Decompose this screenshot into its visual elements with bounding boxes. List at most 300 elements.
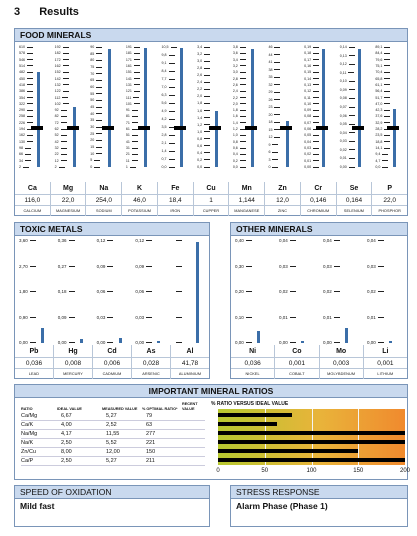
chart-gridline [312,409,313,465]
scale-tick [240,59,246,60]
ratio-table-header [21,399,205,412]
scale-label: 162 [55,64,69,68]
scale-label: 0,30 [235,265,252,269]
scale-label: 0 [90,165,100,169]
gauge-bar [301,341,304,343]
scale-tick [27,141,33,142]
scale-label: 2,8 [162,133,175,137]
scale-tick [240,110,246,111]
scale-tick [274,54,280,55]
measured-value: 2,52 [102,421,142,430]
ratio-name: Ca/P [21,457,57,466]
scale-label: 0,02 [323,290,340,294]
optimal-percent: 221 [142,439,182,448]
ratio-bar-ca-p [218,458,405,462]
scale-label: 70,4 [375,70,390,74]
scale-tick [107,240,113,241]
scale-tick [313,116,319,117]
scale-label: 450 [19,77,33,81]
scale-tick [240,141,246,142]
scale-tick [96,67,102,68]
section-number: 3 [14,6,21,18]
scale-label: 2,4 [197,80,210,84]
page-title [14,6,79,18]
scale-label: 47,0 [375,102,390,106]
scale-label: 0,27 [58,265,75,269]
scale-tick [134,72,140,73]
mineral-value: 12,0 [265,194,301,205]
scale-tick [107,342,113,343]
scale-tick [204,124,210,125]
scale-tick [290,240,296,241]
scale-label: 21 [126,152,138,156]
scale-tick [240,148,246,149]
scale-label: 4,2 [162,117,175,121]
scale-label: 29 [268,90,280,94]
scale-tick [384,91,390,92]
scale-tick [169,167,175,168]
scale-label: 0,08 [340,96,355,100]
scale-label: 2,4 [233,89,246,93]
scale-label: 0,0 [197,165,210,169]
scale-tick [384,53,390,54]
scale-tick [349,141,355,142]
scale-tick [27,91,33,92]
gauge-marker [280,126,292,130]
scale-label: 85 [90,52,102,56]
scale-tick [134,59,140,60]
scale-tick [30,317,36,318]
scale-tick [240,65,246,66]
scale-tick [96,87,102,88]
gauge-mo [323,237,361,347]
scale-label: 9 [268,143,278,147]
scale-tick [169,119,175,120]
scale-tick [334,266,340,267]
scale-tick [274,114,280,115]
scale-label: 2,0 [197,94,210,98]
scale-label: 192 [55,45,69,49]
scale-label: 122 [55,89,69,93]
chart-axis-label: 50 [261,468,269,474]
gauge-marker [102,126,114,130]
scale-label: 20 [90,138,102,142]
scale-tick [313,72,319,73]
mineral-value: 46,0 [122,194,158,205]
scale-label: 40 [90,112,102,116]
oxidation-title: SPEED OF OXIDATION [15,486,209,499]
scale-label: 0,00 [340,165,355,169]
scale-label: 0,12 [135,239,152,243]
scale-label: 191 [126,45,140,49]
scale-tick [204,131,210,132]
scale-tick [384,103,390,104]
scale-tick [272,152,278,153]
scale-label: 0,05 [304,133,319,137]
scale-tick [134,84,140,85]
scale-tick [96,93,102,94]
scale-tick [96,133,102,134]
scale-tick [96,113,102,114]
stress-value: Alarm Phase (Phase 1) [236,501,328,511]
ratio-rows [21,412,205,466]
scale-tick [134,47,140,48]
scale-tick [204,152,210,153]
scale-tick [134,91,140,92]
ratio-name: Na/Mg [21,430,57,439]
scale-label: 42,3 [375,108,390,112]
scale-label: 10,5 [162,45,177,49]
scale-label: 80 [90,58,102,62]
mineral-name: MAGNESIUM [51,205,87,216]
ratio-chart-area [216,409,411,474]
scale-tick [313,53,319,54]
scale-tick [61,122,67,123]
scale-tick [61,135,67,136]
gauge-pb [19,237,52,347]
gauge-bar [157,341,160,343]
gauge-bar [80,339,83,343]
scale-tick [349,149,355,150]
scale-label: 62 [55,127,67,131]
scale-tick [30,266,36,267]
scale-label: 1,4 [197,116,210,120]
scale-label: 34 [19,159,31,163]
scale-label: 9,8 [162,53,175,57]
scale-tick [240,167,246,168]
measured-value: 5,27 [102,457,142,466]
scale-tick [132,148,138,149]
recent-value [182,457,205,466]
scale-tick [146,317,152,318]
gauge-bar [257,331,260,343]
scale-tick [274,99,280,100]
scale-tick [384,148,390,149]
scale-label: 418 [19,83,33,87]
gauge-bar [389,341,392,343]
scale-tick [240,122,246,123]
scale-label: 101 [126,102,140,106]
scale-label: 181 [126,51,140,55]
toxic-symbol-row [15,345,209,357]
scale-tick [204,167,210,168]
gauge-se [340,43,370,171]
scale-label: 42 [55,140,67,144]
scale-tick [349,115,355,116]
scale-tick [61,160,67,161]
optimal-percent: 79 [142,412,182,421]
scale-label: 37,6 [375,114,390,118]
scale-label: 0,09 [135,265,152,269]
ideal-value: 6,67 [57,412,102,421]
scale-label: 514 [19,64,33,68]
scale-tick [63,84,69,85]
recent-col-header: RECENT VALUE [182,402,198,411]
scale-label: 65,8 [375,77,390,81]
gauge-ca [19,43,49,171]
ratio-bar-na-mg [218,431,405,435]
scale-tick [240,91,246,92]
ratio-bar-ca-k [218,422,277,426]
scale-label: 0,03 [97,316,114,320]
scale-tick [27,47,33,48]
scale-label: 0,20 [235,290,252,294]
scale-label: 82 [55,114,67,118]
scale-label: 182 [55,51,69,55]
scale-label: 0,13 [304,83,319,87]
gauge-bar [119,338,122,343]
gauge-bar [37,72,40,167]
scale-tick [134,53,140,54]
scale-tick [378,291,384,292]
mineral-name: CUPPER [194,205,230,216]
mineral-value: 0,008 [54,357,93,368]
scale-label: 51 [126,133,138,137]
gauge-marker [174,126,186,130]
scale-tick [240,135,246,136]
ratio-name: Na/K [21,439,57,448]
scale-tick [384,84,390,85]
scale-label: 6 [268,150,278,154]
optimal-col-header: % OPTIMAL RATIO* [142,406,178,411]
scale-label: 0,07 [340,105,355,109]
scale-label: 70 [90,72,102,76]
scale-label: 91 [126,108,138,112]
ideal-value: 2,50 [57,457,102,466]
scale-label: 0,06 [304,127,319,131]
scale-label: 1,8 [197,101,210,105]
scale-label: 1,8 [233,108,246,112]
scale-label: 75,1 [375,64,390,68]
scale-tick [349,98,355,99]
scale-tick [94,167,100,168]
scale-tick [382,167,388,168]
scale-tick [313,47,319,48]
stress-title: STRESS RESPONSE [231,486,407,499]
scale-tick [204,138,210,139]
ratio-bar-zn-cu [218,449,358,453]
scale-tick [30,240,36,241]
scale-label: 2,0 [233,102,246,106]
scale-tick [176,317,182,318]
scale-label: 0,01 [367,316,384,320]
scale-tick [240,97,246,98]
scale-tick [69,342,75,343]
scale-label: 141 [126,77,140,81]
scale-tick [313,91,319,92]
scale-label: 60 [90,85,102,89]
scale-tick [384,97,390,98]
scale-label: 18 [268,120,280,124]
scale-label: 22 [55,152,67,156]
scale-tick [176,291,182,292]
scale-tick [313,141,319,142]
scale-label: 0,90 [19,316,36,320]
scale-tick [169,103,175,104]
gauge-fe [162,43,192,171]
scale-tick [313,110,319,111]
chart-axis-label: 0 [216,468,220,474]
scale-label: 45 [90,105,102,109]
mineral-symbol: Cr [301,182,337,194]
scale-label: 290 [19,108,33,112]
scale-tick [96,47,102,48]
scale-label: 194 [19,127,33,131]
scale-tick [63,72,69,73]
scale-tick [107,317,113,318]
mineral-name: IRON [158,205,194,216]
ideal-value: 4,17 [57,430,102,439]
mineral-symbol: Zn [265,182,301,194]
scale-label: 79,6 [375,58,390,62]
scale-tick [349,47,355,48]
scale-tick [169,55,175,56]
scale-tick [27,116,33,117]
scale-label: 0,0 [162,165,175,169]
scale-tick [240,84,246,85]
chart-gridline [358,409,359,465]
scale-tick [96,147,102,148]
scale-tick [169,143,175,144]
gauge-ni [235,237,273,347]
scale-tick [313,78,319,79]
scale-label: 3,6 [233,51,246,55]
scale-label: 2,1 [162,141,175,145]
scale-label: 5,6 [162,101,175,105]
mineral-symbol: Cu [194,182,230,194]
scale-tick [61,141,67,142]
scale-label: 132 [55,83,69,87]
scale-label: 71 [126,121,138,125]
ratio-col-header: RATIO [21,406,33,411]
toxic-metals-title: TOXIC METALS [15,223,209,236]
scale-label: 172 [55,58,69,62]
scale-tick [132,116,138,117]
scale-tick [61,154,67,155]
gauge-na [90,43,120,171]
scale-label: 3 [268,158,278,162]
scale-tick [313,167,319,168]
scale-label: 0,04 [279,239,296,243]
food-minerals-panel [14,28,408,216]
scale-label: 3,0 [233,70,246,74]
scale-label: 0,02 [279,290,296,294]
scale-tick [313,154,319,155]
scale-tick [204,103,210,104]
scale-tick [274,47,280,48]
scale-label: 0,00 [367,341,384,345]
scale-tick [334,317,340,318]
scale-label: 152 [55,70,69,74]
scale-tick [246,266,252,267]
mineral-value: 116,0 [15,194,51,205]
scale-label: 7,0 [162,85,175,89]
scale-tick [59,167,65,168]
scale-label: 0,40 [235,239,252,243]
scale-tick [384,47,390,48]
scale-label: 1,6 [233,114,246,118]
scale-tick [63,47,69,48]
recent-value [182,448,205,457]
gauge-al [174,237,207,347]
scale-label: 0,06 [97,290,114,294]
scale-label: 111 [126,96,139,100]
scale-tick [246,317,252,318]
scale-label: 0,11 [304,96,319,100]
food-minerals-title: FOOD MINERALS [15,29,407,42]
scale-tick [384,72,390,73]
scale-tick [169,95,175,96]
scale-tick [96,60,102,61]
scale-label: 0,02 [304,152,319,156]
scale-label: 161 [126,64,140,68]
scale-label: 0,0 [375,165,388,169]
scale-label: 0,08 [304,114,319,118]
scale-tick [274,122,280,123]
scale-label: 0,00 [235,341,252,345]
scale-label: 30 [90,125,102,129]
scale-label: 3,4 [197,45,210,49]
mineral-symbol: Al [186,347,194,355]
scale-tick [27,103,33,104]
mineral-name: POTASSIUM [122,205,158,216]
scale-tick [274,69,280,70]
ratio-name: Zn/Cu [21,448,57,457]
scale-tick [313,160,319,161]
gauge-bar [215,111,218,167]
gauge-bar [393,109,396,167]
other-name-row [231,368,407,379]
scale-label: 32 [268,83,280,87]
food-value-row [15,194,407,205]
mineral-value: 41,78 [171,357,209,368]
scale-tick [313,103,319,104]
scale-label: 0,0 [233,165,246,169]
scale-tick [169,135,175,136]
scale-label: 7,7 [162,77,175,81]
gauge-marker [387,126,399,130]
scale-label: 0,8 [233,140,246,144]
scale-label: 46 [268,45,280,49]
scale-tick [204,110,210,111]
scale-tick [384,116,390,117]
mineral-name: MERCURY [54,368,93,379]
scale-tick [272,159,278,160]
scale-tick [274,77,280,78]
scale-tick [27,122,33,123]
gauge-mg [55,43,85,171]
optimal-percent: 150 [142,448,182,457]
scale-tick [313,135,319,136]
scale-tick [146,240,152,241]
mineral-symbol: Li [382,347,389,355]
scale-label: 0,2 [197,158,210,162]
scale-tick [146,266,152,267]
scale-tick [349,167,355,168]
scale-label: 2,2 [197,87,210,91]
scale-label: 2,2 [233,96,246,100]
scale-label: 1,4 [162,149,175,153]
recent-value [182,421,205,430]
scale-label: 20 [268,113,280,117]
scale-tick [382,154,388,155]
scale-tick [169,63,175,64]
scale-label: 0,00 [97,341,114,345]
mineral-value: 0,028 [132,357,171,368]
scale-tick [240,154,246,155]
scale-label: 66 [19,152,31,156]
scale-label: 50 [90,98,102,102]
